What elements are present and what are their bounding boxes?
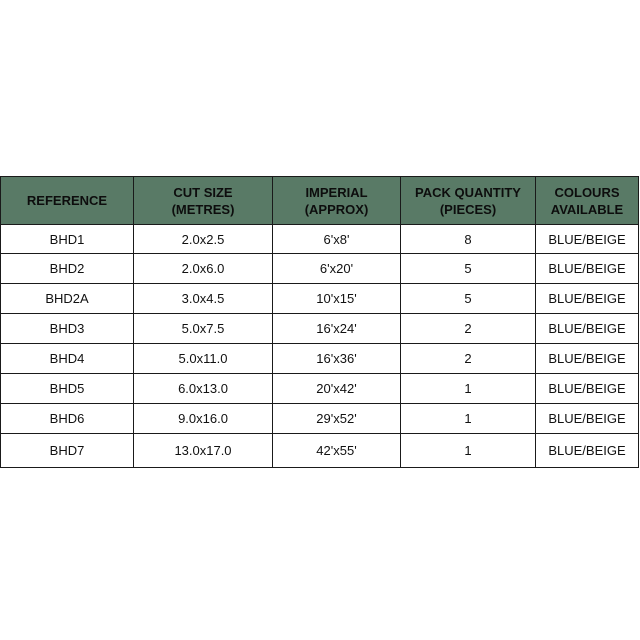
cell-pack-quantity: 2 [401, 344, 536, 374]
cell-cut-size: 6.0x13.0 [134, 374, 273, 404]
size-table-container [0, 176, 640, 468]
cell-colours: BLUE/BEIGE [536, 404, 639, 434]
cell-colours: BLUE/BEIGE [536, 344, 639, 374]
cell-imperial: 10'x15' [273, 284, 401, 314]
table-row [1, 225, 639, 254]
header-text: (APPROX) [304, 201, 369, 217]
cell-cut-size: 3.0x4.5 [134, 284, 273, 314]
cell-colours: BLUE/BEIGE [536, 225, 639, 254]
table-row [1, 404, 639, 434]
table-body [1, 225, 639, 468]
cell-pack-quantity: 1 [401, 404, 536, 434]
header-text: (METRES) [171, 201, 235, 217]
cell-reference: BHD5 [1, 374, 134, 404]
header-text: COLOURS [554, 184, 620, 200]
cell-imperial: 20'x42' [273, 374, 401, 404]
header-reference [1, 177, 134, 225]
header-text: (PIECES) [439, 201, 497, 217]
cell-colours: BLUE/BEIGE [536, 284, 639, 314]
cell-reference: BHD4 [1, 344, 134, 374]
cell-reference: BHD2 [1, 254, 134, 284]
cell-pack-quantity: 8 [401, 225, 536, 254]
cell-cut-size: 2.0x2.5 [134, 225, 273, 254]
table-row [1, 314, 639, 344]
cell-imperial: 6'x8' [273, 225, 401, 254]
cell-reference: BHD2A [1, 284, 134, 314]
cell-cut-size: 2.0x6.0 [134, 254, 273, 284]
cell-reference: BHD7 [1, 434, 134, 468]
header-colours [536, 177, 639, 225]
cell-cut-size: 5.0x11.0 [134, 344, 273, 374]
cell-imperial: 16'x24' [273, 314, 401, 344]
cell-pack-quantity: 1 [401, 374, 536, 404]
cell-colours: BLUE/BEIGE [536, 434, 639, 468]
header-cut-size [134, 177, 273, 225]
size-table [0, 176, 639, 468]
header-text: CUT SIZE [173, 184, 233, 200]
cell-cut-size: 9.0x16.0 [134, 404, 273, 434]
cell-imperial: 16'x36' [273, 344, 401, 374]
header-text: PACK QUANTITY [415, 184, 521, 200]
cell-pack-quantity: 5 [401, 284, 536, 314]
header-imperial [273, 177, 401, 225]
cell-imperial: 29'x52' [273, 404, 401, 434]
cell-pack-quantity: 2 [401, 314, 536, 344]
header-pack-quantity [401, 177, 536, 225]
cell-imperial: 6'x20' [273, 254, 401, 284]
cell-reference: BHD1 [1, 225, 134, 254]
cell-pack-quantity: 1 [401, 434, 536, 468]
cell-pack-quantity: 5 [401, 254, 536, 284]
cell-colours: BLUE/BEIGE [536, 374, 639, 404]
header-text: AVAILABLE [550, 201, 624, 217]
table-row [1, 254, 639, 284]
cell-colours: BLUE/BEIGE [536, 254, 639, 284]
cell-cut-size: 13.0x17.0 [134, 434, 273, 468]
cell-colours: BLUE/BEIGE [536, 314, 639, 344]
cell-imperial: 42'x55' [273, 434, 401, 468]
header-row [1, 177, 639, 225]
table-row [1, 374, 639, 404]
cell-cut-size: 5.0x7.5 [134, 314, 273, 344]
cell-reference: BHD6 [1, 404, 134, 434]
table-row [1, 284, 639, 314]
table-row [1, 434, 639, 468]
table-row [1, 344, 639, 374]
header-text: REFERENCE [26, 193, 108, 208]
header-text: IMPERIAL [305, 184, 368, 200]
cell-reference: BHD3 [1, 314, 134, 344]
